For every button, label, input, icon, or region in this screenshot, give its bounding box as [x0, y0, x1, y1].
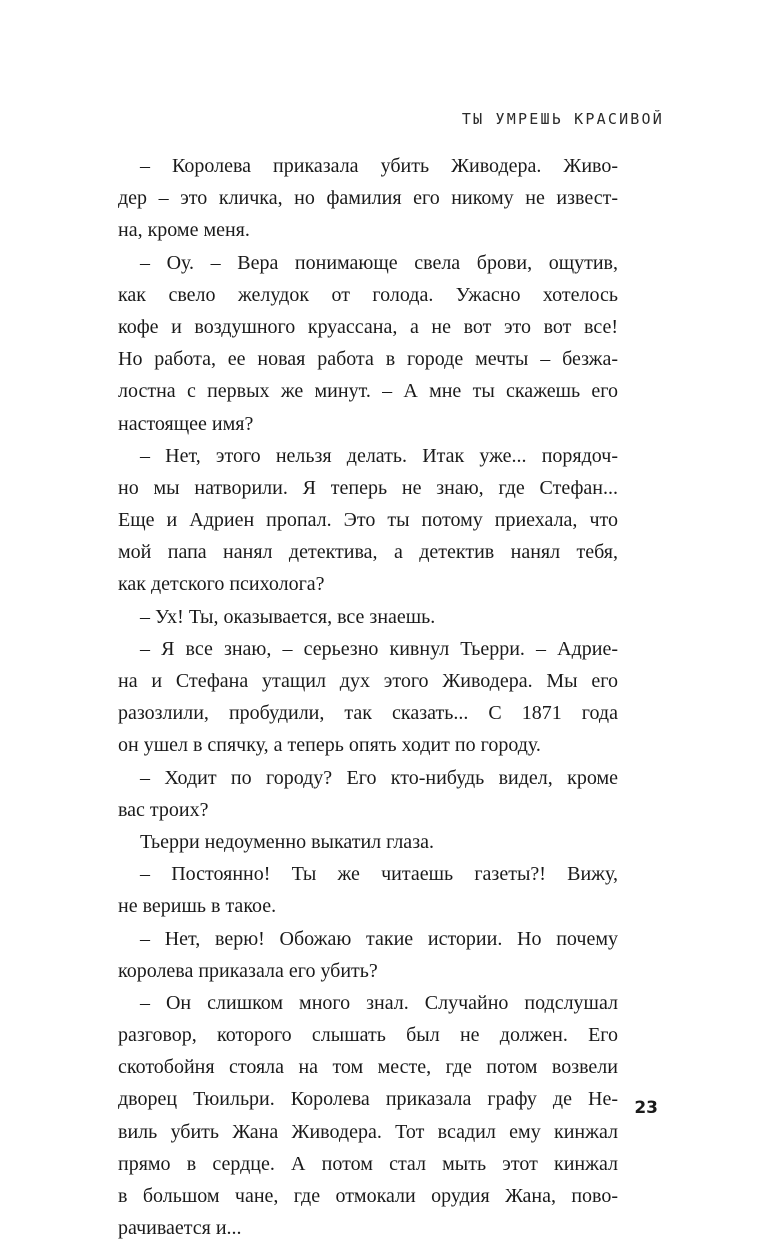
text-line: разговор, которого слышать был не должен. Его — [118, 1024, 618, 1047]
text-line: – Королева приказала убить Живодера. Живо- — [140, 155, 618, 177]
text-line: Тьерри недоуменно выкатил глаза. — [140, 830, 434, 853]
text-line: прямо в сердце. А потом стал мыть этот кинжал — [118, 1152, 618, 1175]
text-line: не веришь в такое. — [118, 895, 277, 918]
text-line: но мы натворили. Я теперь не знаю, где Стефан... — [118, 476, 618, 499]
text-line: – Он слишком много знал. Случайно подслушал — [140, 991, 618, 1014]
body-text — [118, 150, 618, 1244]
text-line: мой папа нанял детектива, а детектив нанял тебя, — [118, 541, 618, 564]
text-line: в большом чане, где отмокали орудия Жана, пово- — [118, 1185, 618, 1207]
text-line: вас троих? — [118, 798, 209, 821]
text-line: как свело желудок от голода. Ужасно хотелось — [118, 283, 618, 306]
text-line: дер – это кличка, но фамилия его никому не извест- — [118, 187, 618, 210]
text-line: Еще и Адриен пропал. Это ты потому приехала, что — [118, 509, 618, 532]
text-line: разозлили, пробудили, так сказать... С 1871 года — [118, 702, 618, 725]
text-line: рачивается и... — [118, 1217, 242, 1240]
page-number: 23 — [634, 1098, 658, 1118]
text-line: – Ух! Ты, оказывается, все знаешь. — [140, 605, 436, 628]
text-line: – Оу. – Вера понимающе свела брови, ощутив, — [140, 251, 618, 274]
text-line: виль убить Жана Живодера. Тот всадил ему кинжал — [118, 1120, 618, 1143]
text-line: – Ходит по городу? Его кто-нибудь видел, кроме — [140, 766, 618, 789]
text-line: кофе и воздушного круассана, а не вот это вот все! — [118, 315, 618, 338]
text-line: – Я все знаю, – серьезно кивнул Тьерри. – Адрие- — [140, 637, 618, 660]
text-line: скотобойня стояла на том месте, где потом возвели — [118, 1056, 618, 1079]
text-line: он ушел в спячку, а теперь опять ходит по городу. — [118, 734, 541, 757]
text-line: на, кроме меня. — [118, 219, 250, 242]
text-line: – Постоянно! Ты же читаешь газеты?! Вижу, — [140, 863, 618, 886]
text-line: Но работа, ее новая работа в городе мечты – безжа- — [118, 348, 618, 371]
text-line: настоящее имя? — [118, 412, 254, 435]
text-line: – Нет, верю! Обожаю такие истории. Но почему — [140, 927, 618, 950]
text-line: как детского психолога? — [118, 573, 325, 596]
text-line: королева приказала его убить? — [118, 959, 378, 982]
text-line: – Нет, этого нельзя делать. Итак уже... порядоч- — [140, 444, 618, 467]
running-head-title: ТЫ УМРЕШЬ КРАСИВОЙ — [461, 110, 664, 128]
text-line: дворец Тюильри. Королева приказала графу де Не- — [118, 1088, 618, 1111]
text-line: лостна с первых же минут. – А мне ты скажешь его — [118, 380, 618, 403]
text-line: на и Стефана утащил дух этого Живодера. Мы его — [118, 670, 618, 692]
